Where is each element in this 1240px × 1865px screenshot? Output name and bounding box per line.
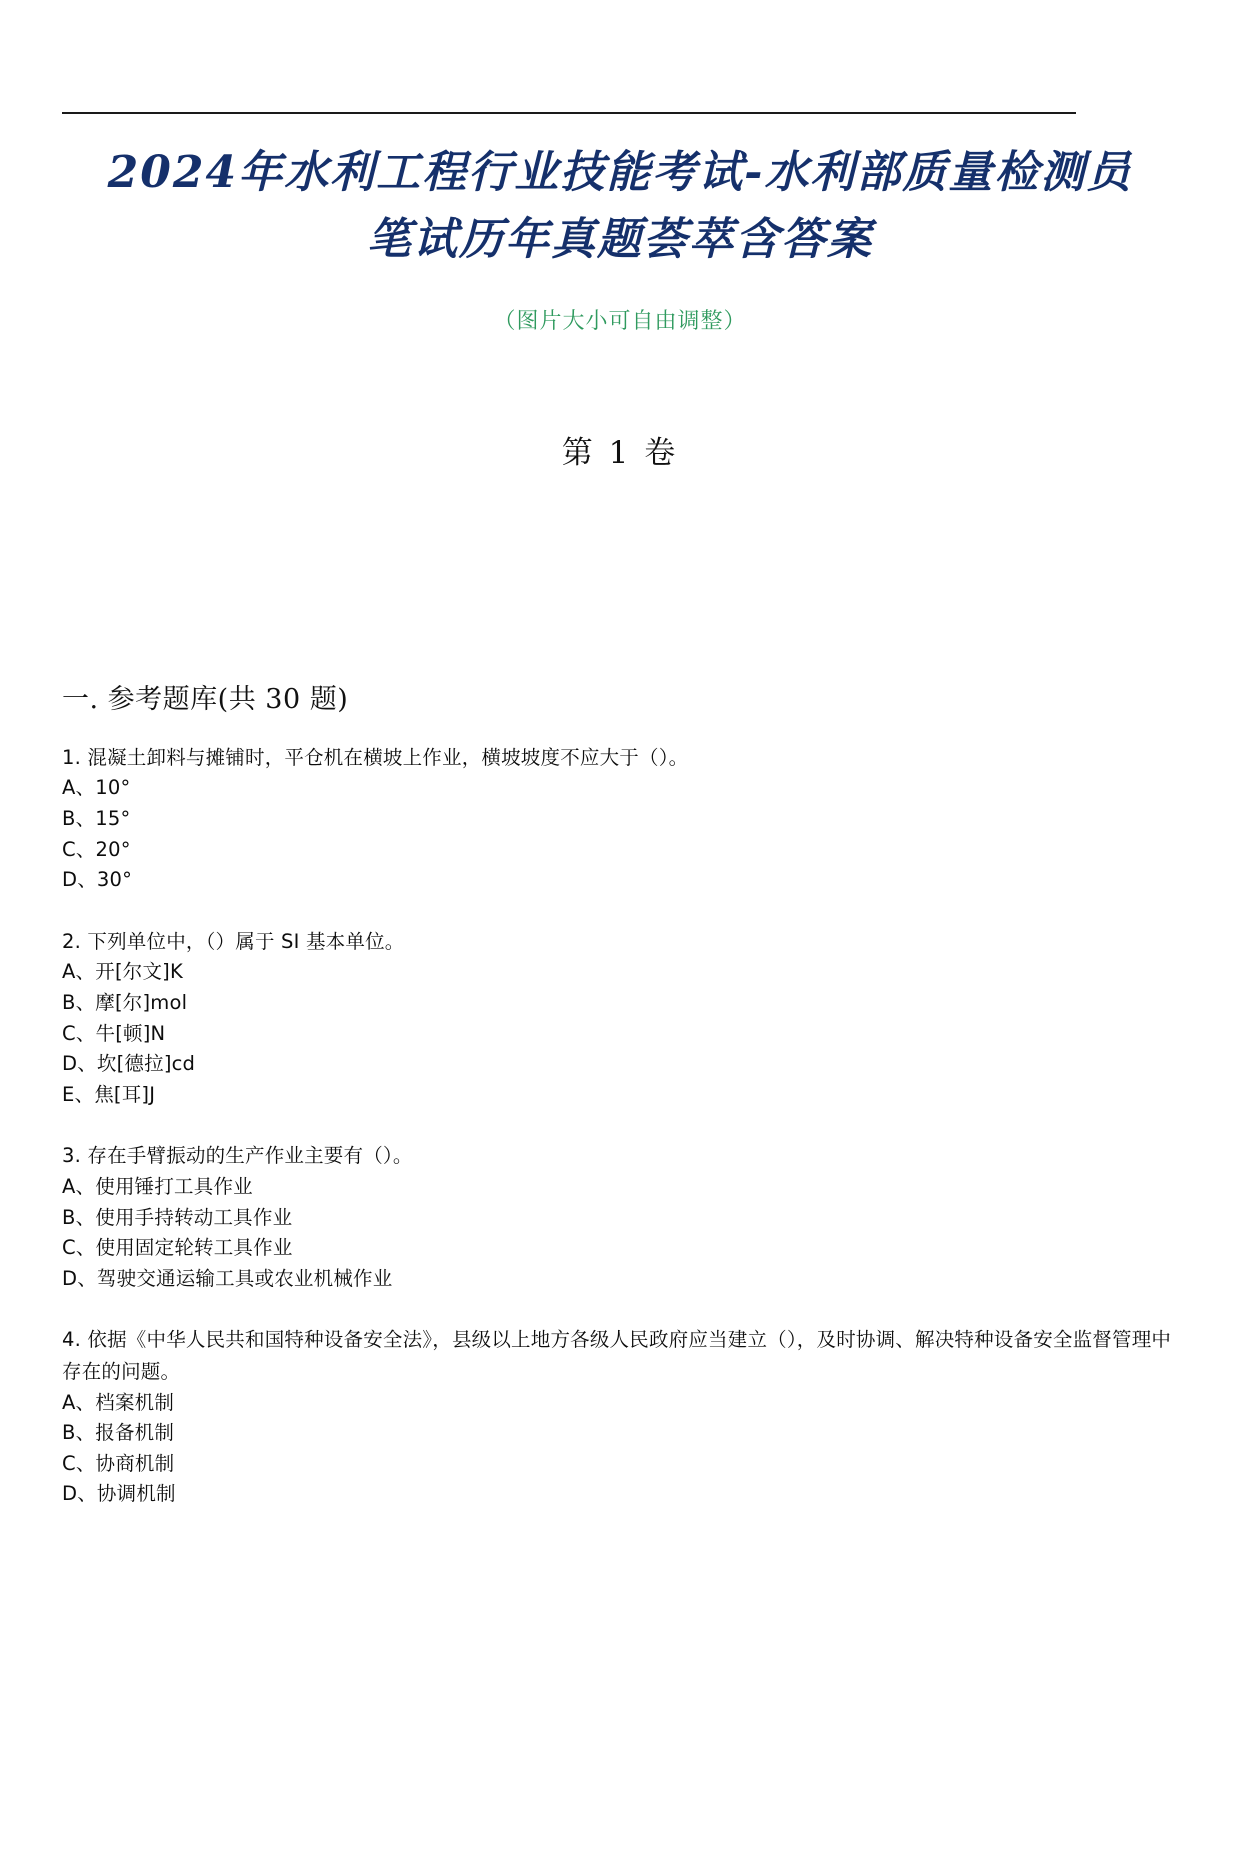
document-title-line-1: 2024年水利工程行业技能考试-水利部质量检测员 [107,147,1133,198]
title-block [62,140,1178,335]
question-option: A、开[尔文]K [62,960,183,984]
question-option: C、协商机制 [62,1451,175,1475]
question-option: D、坎[德拉]cd [62,1052,196,1076]
question-option: E、焦[耳]J [62,1082,156,1106]
question-option: D、协调机制 [62,1482,176,1506]
question-item [62,926,1178,1111]
question-option: A、10° [62,776,131,800]
question-option: C、使用固定轮转工具作业 [62,1236,293,1260]
question-option: A、使用锤打工具作业 [62,1174,253,1198]
question-stem: 4. 依据《中华人民共和国特种设备安全法》，县级以上地方各级人民政府应当建立（），及时协调、解决特种设备安全监督管理中存在的问题。 [62,1328,1172,1383]
question-option: C、牛[顿]N [62,1021,166,1045]
question-stem: 3. 存在手臂振动的生产作业主要有（）。 [62,1144,413,1168]
question-option: B、15° [62,806,131,830]
question-option: A、档案机制 [62,1390,175,1414]
volume-heading: 第 1 卷 [561,434,679,471]
question-item [62,1140,1178,1294]
question-option: D、30° [62,868,133,892]
question-stem: 1. 混凝土卸料与摊铺时，平仓机在横坡上作业，横坡坡度不应大于（）。 [62,745,689,769]
section-heading: 一. 参考题库(共 30 题) [62,683,349,715]
question-list [62,742,1178,1510]
document-title-line-2: 笔试历年真题荟萃含答案 [367,213,873,265]
question-option: B、报备机制 [62,1421,175,1445]
question-option: B、使用手持转动工具作业 [62,1205,293,1229]
document-page [0,112,1240,1865]
header-divider [62,112,1076,114]
question-option: C、20° [62,837,131,861]
question-item [62,742,1178,896]
question-stem: 2. 下列单位中，（）属于 SI 基本单位。 [62,929,405,953]
question-option: D、驾驶交通运输工具或农业机械作业 [62,1266,393,1290]
question-item [62,1324,1178,1510]
document-subtitle: （图片大小可自由调整） [493,308,747,334]
question-option: B、摩[尔]mol [62,990,188,1014]
